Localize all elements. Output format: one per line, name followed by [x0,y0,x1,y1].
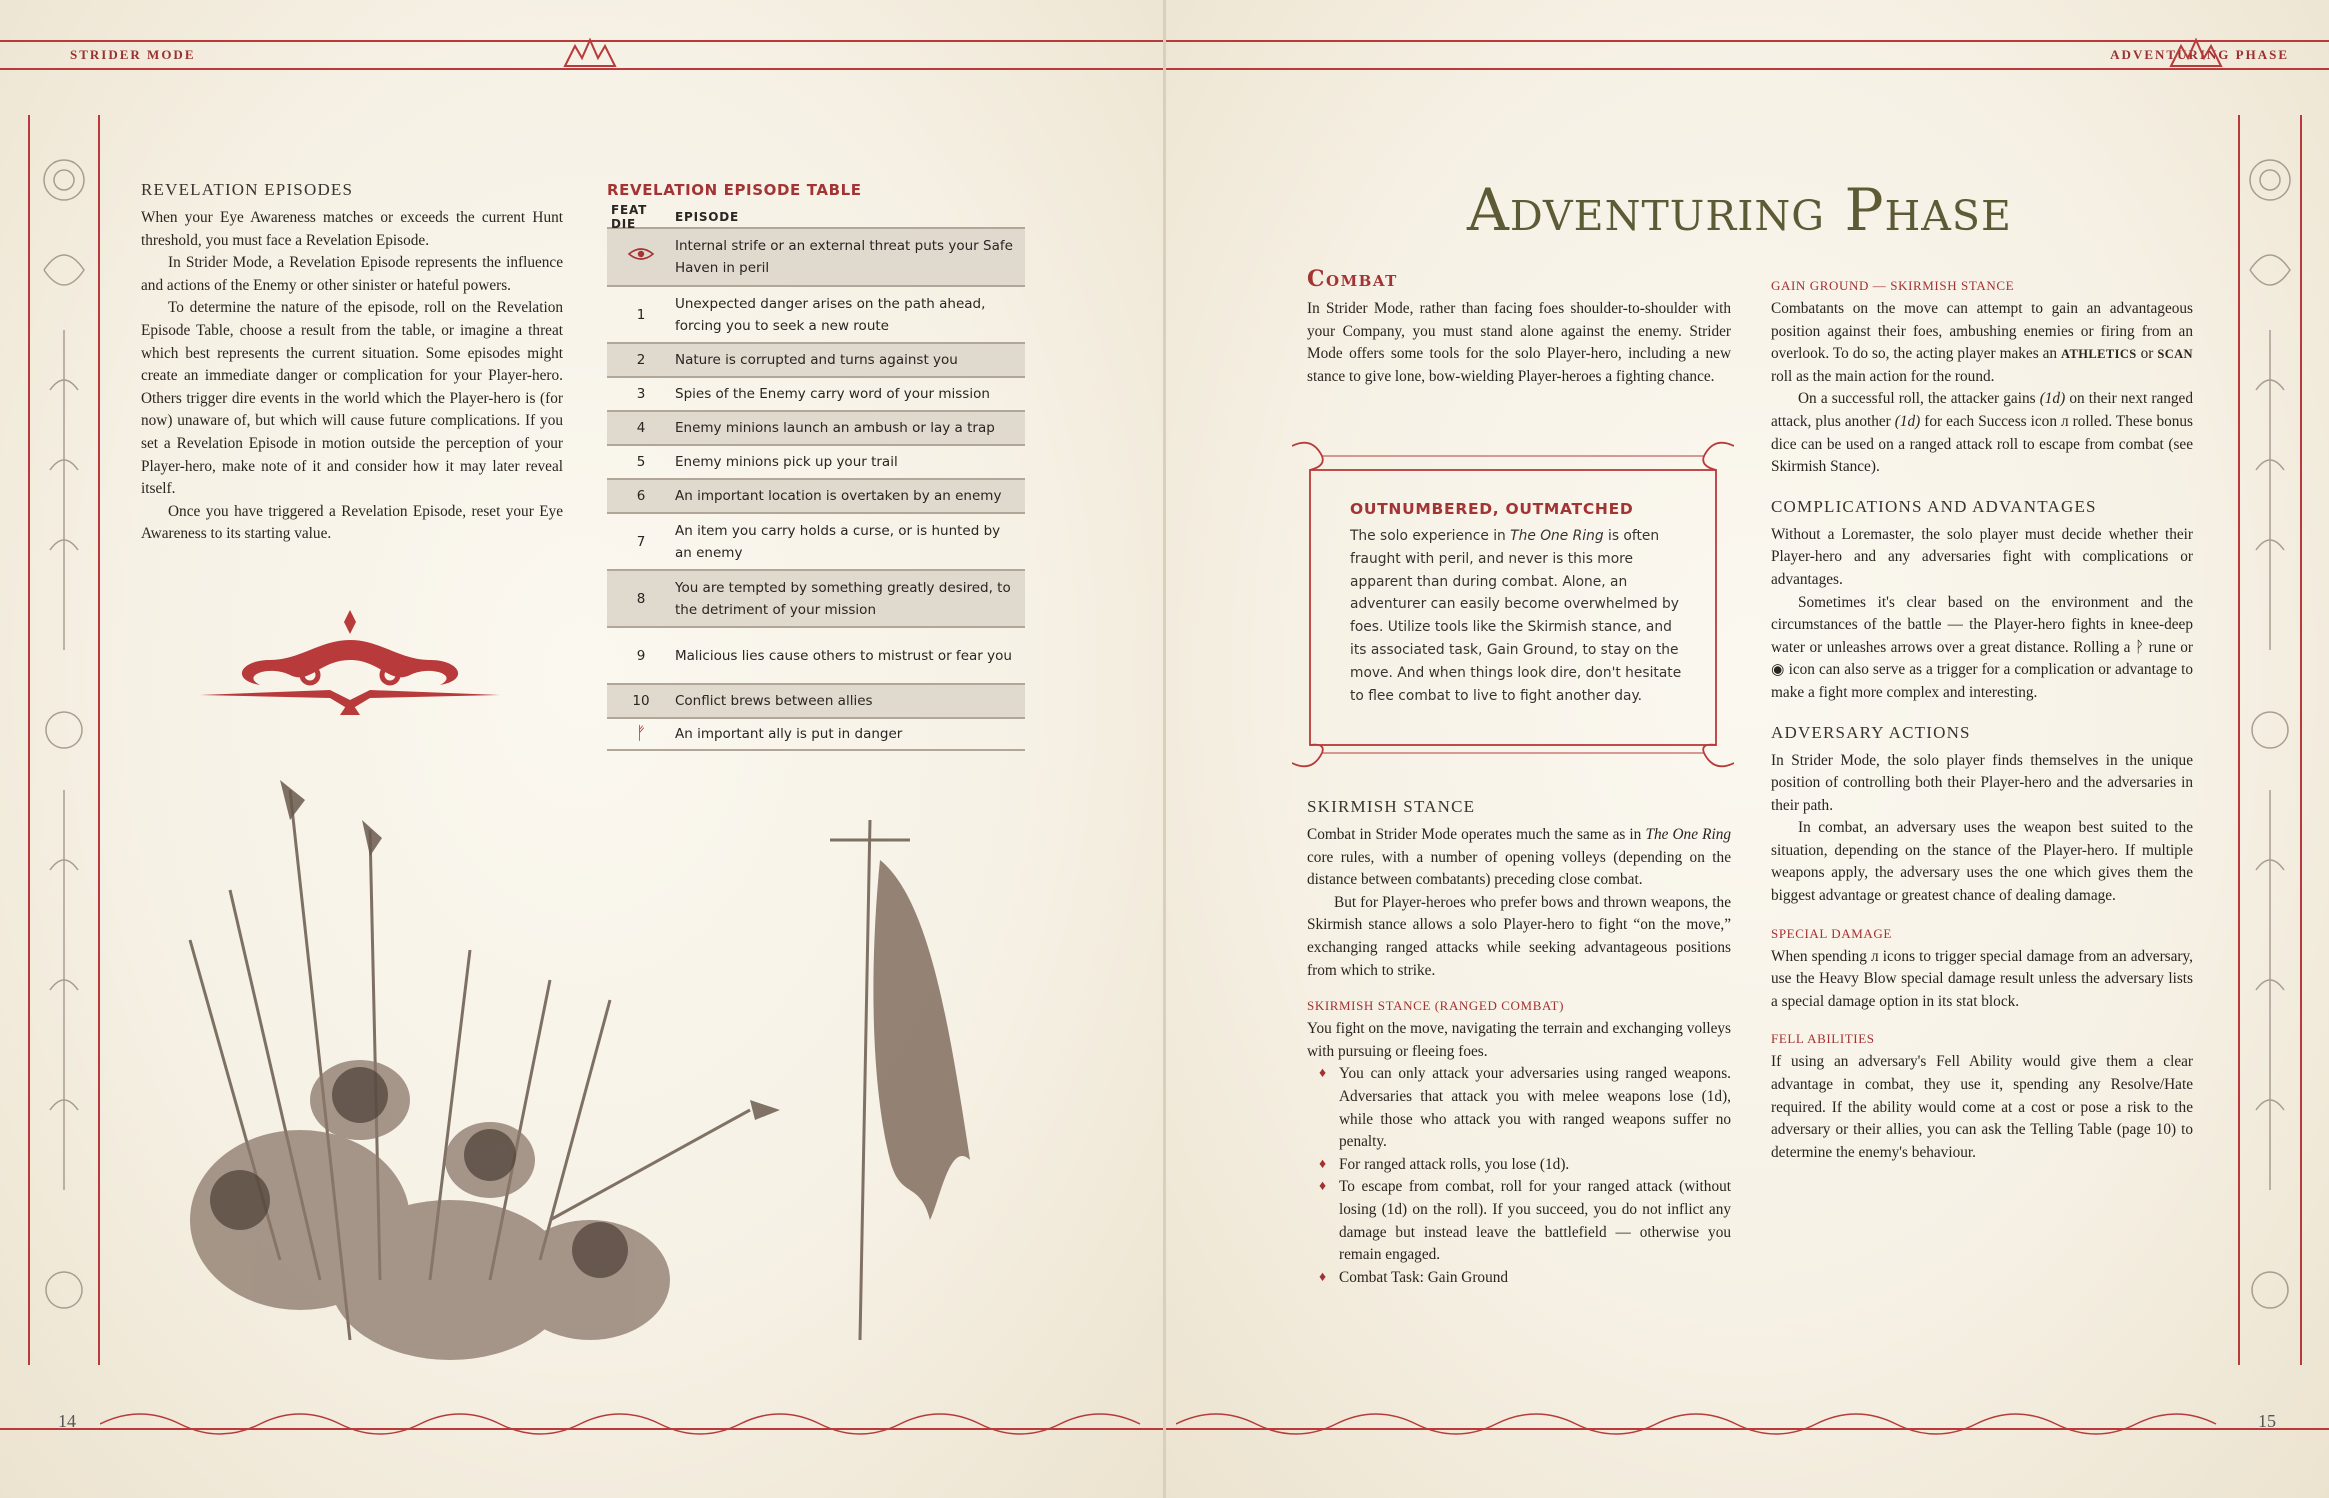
game-title-italic: The One Ring [1510,528,1604,544]
running-head-right: ADVENTURING PHASE [2110,47,2289,62]
bullet-text: For ranged attack rolls, you lose (1d). [1339,1155,1570,1173]
adversary-heading: ADVERSARY ACTIONS [1771,722,1971,742]
gain-ground-heading: GAIN GROUND — SKIRMISH STANCE [1771,278,2015,293]
list-item [1307,1176,1731,1266]
list-item [1307,1154,1731,1177]
game-title-italic: The One Ring [1645,826,1731,843]
episode-text: An important ally is put in danger [675,726,903,742]
crown-ornament-icon [560,36,620,72]
skirmish-heading: SKIRMISH STANCE [1307,797,1476,816]
right-column [1771,278,2193,1164]
complications-heading: COMPLICATIONS AND ADVANTAGES [1771,496,2097,516]
text-part: On a successful roll, the attacker gains [1798,390,2040,408]
gandalf-rune-icon: ᚠ [635,723,647,744]
text-part: for each Success icon ᴫ rolled. These bonus dice can be used on a ranged attack roll to escape from combat (see Skirmish Stance). [1771,412,2193,476]
episode-text: Unexpected danger arises on the path ahead, forcing you to seek a new route [675,295,986,334]
table-row [607,376,1025,410]
list-item [1307,1267,1731,1290]
revelation-paragraph: To determine the nature of the episode, roll on the Revelation Episode Table, choose a result from the table, or imagine a threat which best represents the current situation. Some episodes might create an immediate danger or complication for your Player-hero. Others trigger dire events in the world which the Player-hero is (for now) unaware of, but which will cause future complications. If you set a Revelation Episode in motion outside the perception of your Player-hero, make note of it and consider how it may later reveal itself. [141,299,563,498]
dice-bonus: (1d) [2039,390,2066,408]
table-row [607,626,1025,683]
skill-athletics: ATHLETICS [2061,347,2137,362]
adversary-paragraph: In Strider Mode, the solo player finds themselves in the unique position of controlling both their Player-hero and the adversaries in their path. [1771,751,2193,814]
episode-text: Nature is corrupted and turns against you [675,352,958,368]
top-border-line-2 [1166,68,2329,70]
text-part: Combat in Strider Mode operates much the same as in [1307,826,1646,843]
die-value: 8 [636,590,646,607]
die-value: 5 [636,454,646,470]
column-header-episode: EPISODE [675,210,740,224]
vine-border-icon [100,1404,1160,1444]
die-value: 6 [636,488,646,504]
gain-ground-paragraph [1771,298,2193,388]
complications-paragraph: Without a Loremaster, the solo player must decide whether their Player-hero and any adversaries fight with complications or advantages. [1771,525,2193,588]
die-value: 10 [632,693,650,709]
table-row [607,227,1025,285]
die-value: 4 [636,420,646,436]
list-item [1307,1063,1731,1153]
sidebar-text-part: The solo experience in [1350,528,1511,544]
bullet-text: You can only attack your adversaries using ranged weapons. Adversaries that attack you with melee weapons lose (1d), while those who attack you with ranged weapons suffer no penalty. [1339,1065,1731,1151]
table-row [607,512,1025,569]
fell-abilities-heading: FELL ABILITIES [1771,1031,1875,1047]
table-row [607,717,1025,751]
bullet-text: Combat Task: Gain Ground [1339,1268,1509,1286]
left-column-line-2 [98,115,100,1365]
diamond-bullet-icon: ♦ [1319,1156,1327,1172]
episode-text: Enemy minions pick up your trail [675,454,898,470]
table-header [607,203,1025,231]
sidebar-box [1292,436,1734,773]
combat-paragraph: In Strider Mode, rather than facing foes shoulder-to-shoulder with your Company, you must stand alone against the enemy. Strider Mode offers some tools for the solo Player-hero, including a new stance to give lone, bow-wielding Player-heroes a fighting chance. [1307,300,1731,385]
skill-scan: SCAN [2157,347,2193,362]
episode-text: Internal strife or an external threat puts your Safe Haven in peril [675,238,1013,276]
text-part: or [2136,345,2158,363]
special-damage-heading: SPECIAL DAMAGE [1771,925,1892,941]
die-value: 3 [636,386,646,402]
die-value: 9 [636,647,646,664]
diamond-bullet-icon: ♦ [1319,1269,1327,1285]
column-header-feat-die: FEAT DIE [611,203,648,231]
skirmish-intro: You fight on the move, navigating the terrain and exchanging volleys with pursuing or fleeing foes. [1307,1020,1731,1060]
pillar-ornament-icon [2238,90,2302,1380]
revelation-episode-table [607,181,1025,751]
text-part: core rules, with a number of opening volleys (depending on the distance between combatants) preceding close combat. [1307,848,1731,889]
episode-text: Spies of the Enemy carry word of your mission [675,386,990,402]
revelation-paragraph: In Strider Mode, a Revelation Episode represents the influence and actions of the Enemy or other sinister or hateful powers. [141,254,563,294]
sidebar-text [1350,525,1690,707]
table-row [607,569,1025,626]
skirmish-bullet-list [1307,1063,1731,1289]
episode-text: Enemy minions launch an ambush or lay a trap [675,420,995,436]
crown-ornament-icon [2166,36,2226,72]
episode-text: An important location is overtaken by an enemy [675,488,1002,504]
text-part: on their next ranged attack, plus another [1771,390,2193,430]
fell-abilities-paragraph: If using an adversary's Fell Ability would give them a clear advantage in combat, they use it, spending any Resolve/Hate required. If the ability would come at a cost or pose a risk to the adversary or their allies, you can ask the Telling Table (page 10) to determine the enemy's behaviour. [1771,1053,2193,1161]
revelation-heading: REVELATION EPISODES [141,180,354,199]
gain-ground-paragraph [1771,388,2193,478]
top-border-line [1166,40,2329,42]
page-number-left: 14 [58,1411,76,1431]
adversary-paragraph: In combat, an adversary uses the weapon best suited to the situation, depending on the stance of the Player-hero. If multiple weapons apply, the adversary uses the one which gives them the biggest advantage or greatest chance of dealing damage. [1771,819,2193,905]
table-row [607,342,1025,376]
diamond-bullet-icon: ♦ [1319,1066,1327,1082]
sidebar-content [1350,500,1690,707]
pillar-ornament-icon [30,90,98,1380]
episode-text: You are tempted by something greatly desired, to the detriment of your mission [675,579,1011,618]
skirmish-paragraph: But for Player-heroes who prefer bows and thrown weapons, the Skirmish stance allows a solo Player-hero to fight “on the move,” exchanging ranged attacks while seeking advantageous positions from which to strike. [1307,893,1731,979]
chapter-title: Adventuring Phase [1467,176,2012,244]
table-row [607,444,1025,478]
left-page [0,0,1164,1498]
skirmish-subheading: SKIRMISH STANCE (RANGED COMBAT) [1307,998,1564,1014]
diamond-bullet-icon: ♦ [1319,1179,1327,1195]
bullet-text: To escape from combat, roll for your ranged attack (without losing (1d) on the roll). If you succeed, you do not inflict any damage but instead leave the battlefield — otherwise you remain engaged. [1339,1178,1731,1264]
table-row [607,410,1025,444]
sidebar-text-part: is often fraught with peril, and never is this more apparent than during combat. Alone, an adventurer can easily become overwhelmed by foes. Utilize tools like the Skirmish stance, and its associated task, Gain Ground, to stay on the move. And when things look dire, don't hesitate to flee combat to live to fight another day. [1350,528,1682,704]
table-row [607,285,1025,342]
running-head-left: STRIDER MODE [70,47,196,62]
die-value: 2 [636,352,646,368]
table-title: REVELATION EPISODE TABLE [607,181,862,199]
special-damage-paragraph: When spending ᴫ icons to trigger special damage from an adversary, use the Heavy Blow special damage result unless the adversary lists a special damage option in its stat block. [1771,947,2193,1010]
revelation-section [141,180,563,546]
table-row [607,683,1025,717]
skirmish-section [1307,797,1731,1289]
revelation-paragraph: When your Eye Awareness matches or exceeds the current Hunt threshold, you must face a Revelation Episode. [141,209,563,249]
eye-icon [607,246,675,268]
episode-text: Conflict brews between allies [675,693,873,709]
revelation-paragraph: Once you have triggered a Revelation Episode, reset your Eye Awareness to its starting value. [141,502,563,543]
text-part: roll as the main action for the round. [1771,367,1995,385]
page-number-right: 15 [2258,1411,2276,1431]
battle-illustration [130,780,1050,1380]
episode-text: Malicious lies cause others to mistrust or fear you [675,647,1012,664]
skirmish-paragraph [1307,824,1731,892]
die-value: 7 [636,533,646,550]
combat-heading: Combat [1307,266,1398,292]
die-value: 1 [636,306,646,323]
red-flourish-ornament-icon [200,600,500,720]
vine-border-icon [1176,1404,2236,1444]
episode-text: An item you carry holds a curse, or is hunted by an enemy [675,522,1001,561]
sidebar-title: OUTNUMBERED, OUTMATCHED [1350,500,1634,518]
dice-bonus: (1d) [1894,412,1921,430]
combat-section [1307,266,1731,388]
text-part: Combatants on the move can attempt to gain an advantageous position against their foes, ambushing enemies or firing from an overlook. To do so, the acting player makes an [1771,300,2193,363]
table-row [607,478,1025,512]
complications-paragraph: Sometimes it's clear based on the environment and the circumstances of the battle — the Player-hero fights in knee-deep water or unleashes arrows over a great distance. Rolling a ᚹ rune or ◉ icon can also serve as a trigger for a complication or advantage to make a fight more complex and interesting. [1771,593,2193,701]
